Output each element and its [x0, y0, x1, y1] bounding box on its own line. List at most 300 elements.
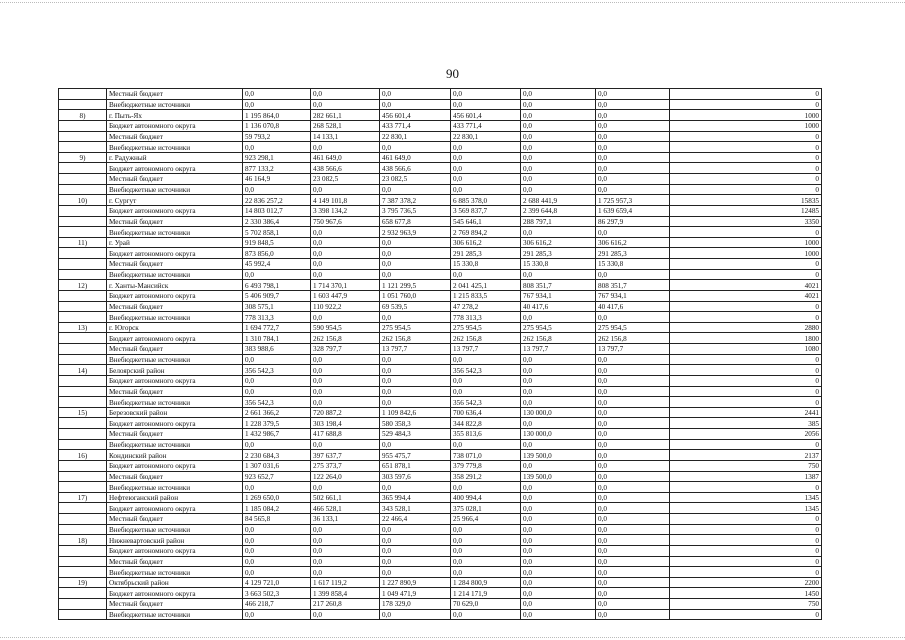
- indicator-cell: 0: [670, 535, 822, 546]
- table-row: [59, 142, 822, 153]
- indicator-cell: 0: [670, 514, 822, 525]
- value-cell: 1 195 864,0: [243, 110, 311, 121]
- value-cell: 0,0: [380, 142, 451, 153]
- row-label: Внебюджетные источники: [107, 184, 243, 195]
- indicator-cell: 2137: [670, 450, 822, 461]
- value-cell: 0,0: [596, 397, 670, 408]
- table-row: [59, 333, 822, 344]
- table-row: [59, 556, 822, 567]
- row-number: [59, 290, 107, 301]
- value-cell: 0,0: [521, 503, 596, 514]
- value-cell: 0,0: [521, 545, 596, 556]
- value-cell: 0,0: [311, 269, 380, 280]
- indicator-cell: 0: [670, 259, 822, 270]
- row-label: Внебюджетные источники: [107, 567, 243, 578]
- value-cell: 0,0: [380, 556, 451, 567]
- indicator-cell: 0: [670, 163, 822, 174]
- value-cell: 14 803 012,7: [243, 205, 311, 216]
- value-cell: 344 822,8: [451, 418, 521, 429]
- value-cell: 0,0: [521, 482, 596, 493]
- table-row: [59, 460, 822, 471]
- row-number: [59, 205, 107, 216]
- table-row: [59, 152, 822, 163]
- row-label: Местный бюджет: [107, 599, 243, 610]
- value-cell: 2 769 894,2: [451, 227, 521, 238]
- indicator-cell: 1000: [670, 248, 822, 259]
- row-number: 12): [59, 280, 107, 291]
- budget-table: [58, 88, 822, 620]
- table-row: [59, 482, 822, 493]
- row-label: Местный бюджет: [107, 301, 243, 312]
- value-cell: 40 417,6: [596, 301, 670, 312]
- indicator-cell: 4021: [670, 280, 822, 291]
- row-number: [59, 333, 107, 344]
- value-cell: 383 988,6: [243, 344, 311, 355]
- scan-edge-bottom: [0, 634, 905, 638]
- indicator-cell: 0: [670, 269, 822, 280]
- table-row: [59, 588, 822, 599]
- row-label: г. Урай: [107, 237, 243, 248]
- indicator-cell: 4021: [670, 290, 822, 301]
- row-label: Внебюджетные источники: [107, 482, 243, 493]
- value-cell: 461 649,0: [380, 152, 451, 163]
- indicator-cell: 1345: [670, 492, 822, 503]
- value-cell: 0,0: [596, 439, 670, 450]
- indicator-cell: 0: [670, 365, 822, 376]
- indicator-cell: 0: [670, 556, 822, 567]
- row-label: Бюджет автономного округа: [107, 375, 243, 386]
- row-number: [59, 460, 107, 471]
- value-cell: 0,0: [596, 556, 670, 567]
- table-row: [59, 365, 822, 376]
- value-cell: 778 313,3: [243, 312, 311, 323]
- value-cell: 545 646,1: [451, 216, 521, 227]
- indicator-cell: 0: [670, 482, 822, 493]
- row-label: Бюджет автономного округа: [107, 333, 243, 344]
- value-cell: 306 616,2: [596, 237, 670, 248]
- value-cell: 4 129 721,0: [243, 577, 311, 588]
- value-cell: 0,0: [521, 588, 596, 599]
- value-cell: 36 133,1: [311, 514, 380, 525]
- row-label: Бюджет автономного округа: [107, 545, 243, 556]
- row-label: Внебюджетные источники: [107, 227, 243, 238]
- value-cell: 0,0: [311, 545, 380, 556]
- row-number: 15): [59, 407, 107, 418]
- value-cell: 0,0: [596, 482, 670, 493]
- value-cell: 1 603 447,9: [311, 290, 380, 301]
- value-cell: 0,0: [596, 503, 670, 514]
- row-number: [59, 418, 107, 429]
- value-cell: 23 082,5: [311, 174, 380, 185]
- value-cell: 308 575,1: [243, 301, 311, 312]
- value-cell: 0,0: [596, 120, 670, 131]
- value-cell: 873 856,0: [243, 248, 311, 259]
- value-cell: 1 725 957,3: [596, 195, 670, 206]
- value-cell: 0,0: [380, 386, 451, 397]
- table-row: [59, 163, 822, 174]
- value-cell: 358 291,2: [451, 471, 521, 482]
- row-label: Бюджет автономного округа: [107, 290, 243, 301]
- value-cell: 122 264,0: [311, 471, 380, 482]
- value-cell: 1 310 784,1: [243, 333, 311, 344]
- indicator-cell: 1000: [670, 110, 822, 121]
- value-cell: 0,0: [380, 524, 451, 535]
- table-row: [59, 609, 822, 620]
- value-cell: 13 797,7: [521, 344, 596, 355]
- value-cell: 46 164,9: [243, 174, 311, 185]
- value-cell: 0,0: [596, 110, 670, 121]
- row-number: 16): [59, 450, 107, 461]
- value-cell: 303 597,6: [380, 471, 451, 482]
- value-cell: 0,0: [451, 184, 521, 195]
- indicator-cell: 0: [670, 152, 822, 163]
- value-cell: 1 284 800,9: [451, 577, 521, 588]
- value-cell: 22 836 257,2: [243, 195, 311, 206]
- row-label: Нефтеюганский район: [107, 492, 243, 503]
- value-cell: 0,0: [451, 152, 521, 163]
- value-cell: 0,0: [243, 535, 311, 546]
- value-cell: 1 269 650,0: [243, 492, 311, 503]
- table-row: [59, 503, 822, 514]
- value-cell: 0,0: [521, 227, 596, 238]
- value-cell: 0,0: [380, 99, 451, 110]
- row-number: [59, 301, 107, 312]
- row-label: Бюджет автономного округа: [107, 248, 243, 259]
- table-row: [59, 514, 822, 525]
- value-cell: 0,0: [521, 131, 596, 142]
- value-cell: 130 000,0: [521, 407, 596, 418]
- row-number: [59, 556, 107, 567]
- value-cell: 0,0: [521, 354, 596, 365]
- value-cell: 1 399 858,4: [311, 588, 380, 599]
- value-cell: 3 398 134,2: [311, 205, 380, 216]
- indicator-cell: 0: [670, 439, 822, 450]
- value-cell: 0,0: [311, 609, 380, 620]
- value-cell: 0,0: [451, 535, 521, 546]
- value-cell: 0,0: [451, 524, 521, 535]
- value-cell: 0,0: [596, 152, 670, 163]
- value-cell: 0,0: [521, 89, 596, 100]
- indicator-cell: 0: [670, 567, 822, 578]
- row-number: [59, 269, 107, 280]
- value-cell: 291 285,3: [521, 248, 596, 259]
- row-number: [59, 344, 107, 355]
- indicator-cell: 1000: [670, 237, 822, 248]
- value-cell: 738 071,0: [451, 450, 521, 461]
- indicator-cell: 0: [670, 142, 822, 153]
- row-number: [59, 567, 107, 578]
- value-cell: 0,0: [521, 439, 596, 450]
- value-cell: 15 330,8: [596, 259, 670, 270]
- value-cell: 0,0: [311, 482, 380, 493]
- row-number: 18): [59, 535, 107, 546]
- value-cell: 262 156,8: [596, 333, 670, 344]
- page-number: 90: [446, 66, 459, 81]
- value-cell: 5 406 909,7: [243, 290, 311, 301]
- value-cell: 919 848,5: [243, 237, 311, 248]
- table-row: [59, 492, 822, 503]
- table-row: [59, 354, 822, 365]
- value-cell: 433 771,4: [380, 120, 451, 131]
- row-label: Кондинский район: [107, 450, 243, 461]
- value-cell: 0,0: [380, 259, 451, 270]
- value-cell: 84 565,8: [243, 514, 311, 525]
- value-cell: 0,0: [380, 89, 451, 100]
- value-cell: 778 313,3: [451, 312, 521, 323]
- row-number: [59, 471, 107, 482]
- value-cell: 502 661,1: [311, 492, 380, 503]
- value-cell: 268 528,1: [311, 120, 380, 131]
- table-row: [59, 344, 822, 355]
- row-number: [59, 429, 107, 440]
- value-cell: 4 149 101,8: [311, 195, 380, 206]
- value-cell: 355 813,6: [451, 429, 521, 440]
- row-number: 17): [59, 492, 107, 503]
- indicator-cell: 3350: [670, 216, 822, 227]
- value-cell: 0,0: [451, 386, 521, 397]
- row-number: [59, 184, 107, 195]
- value-cell: 0,0: [596, 99, 670, 110]
- value-cell: 0,0: [521, 184, 596, 195]
- value-cell: 0,0: [521, 535, 596, 546]
- value-cell: 0,0: [521, 99, 596, 110]
- table-row: [59, 524, 822, 535]
- value-cell: 356 542,3: [451, 365, 521, 376]
- table-row: [59, 195, 822, 206]
- value-cell: 0,0: [521, 386, 596, 397]
- value-cell: 0,0: [311, 237, 380, 248]
- value-cell: 0,0: [596, 269, 670, 280]
- value-cell: 0,0: [380, 354, 451, 365]
- row-label: Местный бюджет: [107, 216, 243, 227]
- value-cell: 590 954,5: [311, 322, 380, 333]
- value-cell: 2 661 366,2: [243, 407, 311, 418]
- table-row: [59, 386, 822, 397]
- value-cell: 0,0: [380, 365, 451, 376]
- value-cell: 0,0: [596, 567, 670, 578]
- table-row: [59, 429, 822, 440]
- value-cell: 0,0: [596, 460, 670, 471]
- value-cell: 0,0: [451, 99, 521, 110]
- row-number: [59, 386, 107, 397]
- row-label: Внебюджетные источники: [107, 269, 243, 280]
- value-cell: 1 307 031,6: [243, 460, 311, 471]
- row-number: [59, 99, 107, 110]
- row-number: [59, 163, 107, 174]
- indicator-cell: 0: [670, 89, 822, 100]
- value-cell: 0,0: [311, 99, 380, 110]
- value-cell: 0,0: [596, 407, 670, 418]
- row-number: [59, 397, 107, 408]
- value-cell: 720 887,2: [311, 407, 380, 418]
- value-cell: 923 652,7: [243, 471, 311, 482]
- indicator-cell: 1800: [670, 333, 822, 344]
- row-label: Внебюджетные источники: [107, 312, 243, 323]
- table-row: [59, 248, 822, 259]
- value-cell: 40 417,6: [521, 301, 596, 312]
- row-label: Местный бюджет: [107, 131, 243, 142]
- value-cell: 0,0: [596, 524, 670, 535]
- row-number: [59, 514, 107, 525]
- value-cell: 0,0: [521, 418, 596, 429]
- value-cell: 0,0: [243, 99, 311, 110]
- value-cell: 0,0: [243, 142, 311, 153]
- value-cell: 0,0: [596, 418, 670, 429]
- value-cell: 0,0: [596, 609, 670, 620]
- row-number: [59, 174, 107, 185]
- value-cell: 433 771,4: [451, 120, 521, 131]
- value-cell: 461 649,0: [311, 152, 380, 163]
- indicator-cell: 12485: [670, 205, 822, 216]
- indicator-cell: 0: [670, 301, 822, 312]
- value-cell: 288 797,1: [521, 216, 596, 227]
- value-cell: 0,0: [451, 545, 521, 556]
- value-cell: 0,0: [311, 227, 380, 238]
- value-cell: 0,0: [521, 152, 596, 163]
- value-cell: 5 702 858,1: [243, 227, 311, 238]
- value-cell: 328 797,7: [311, 344, 380, 355]
- value-cell: 0,0: [521, 365, 596, 376]
- indicator-cell: 1345: [670, 503, 822, 514]
- value-cell: 0,0: [451, 174, 521, 185]
- indicator-cell: 1450: [670, 588, 822, 599]
- indicator-cell: 0: [670, 545, 822, 556]
- value-cell: 47 278,2: [451, 301, 521, 312]
- table-row: [59, 205, 822, 216]
- value-cell: 0,0: [451, 142, 521, 153]
- table-row: [59, 301, 822, 312]
- table-row: [59, 110, 822, 121]
- table-row: [59, 312, 822, 323]
- indicator-cell: 385: [670, 418, 822, 429]
- value-cell: 1 109 842,6: [380, 407, 451, 418]
- value-cell: 0,0: [451, 482, 521, 493]
- indicator-cell: 0: [670, 354, 822, 365]
- value-cell: 356 542,3: [243, 397, 311, 408]
- row-number: [59, 142, 107, 153]
- row-number: [59, 439, 107, 450]
- value-cell: 0,0: [596, 365, 670, 376]
- table-row: [59, 418, 822, 429]
- table-row: [59, 397, 822, 408]
- row-number: [59, 131, 107, 142]
- value-cell: 1 215 833,5: [451, 290, 521, 301]
- value-cell: 1 185 084,2: [243, 503, 311, 514]
- value-cell: 0,0: [311, 259, 380, 270]
- row-label: Бюджет автономного округа: [107, 503, 243, 514]
- value-cell: 0,0: [311, 354, 380, 365]
- value-cell: 0,0: [596, 227, 670, 238]
- value-cell: 59 793,2: [243, 131, 311, 142]
- row-label: Белоярский район: [107, 365, 243, 376]
- table-row: [59, 269, 822, 280]
- value-cell: 0,0: [521, 524, 596, 535]
- value-cell: 0,0: [311, 375, 380, 386]
- value-cell: 0,0: [380, 237, 451, 248]
- row-label: Местный бюджет: [107, 89, 243, 100]
- row-number: [59, 248, 107, 259]
- row-number: [59, 89, 107, 100]
- value-cell: 2 688 441,9: [521, 195, 596, 206]
- value-cell: 0,0: [596, 375, 670, 386]
- value-cell: 0,0: [596, 354, 670, 365]
- table-row: [59, 407, 822, 418]
- value-cell: 0,0: [243, 439, 311, 450]
- value-cell: 262 156,8: [380, 333, 451, 344]
- indicator-cell: 2441: [670, 407, 822, 418]
- row-label: Бюджет автономного округа: [107, 120, 243, 131]
- value-cell: 0,0: [451, 354, 521, 365]
- value-cell: 275 954,5: [596, 322, 670, 333]
- value-cell: 0,0: [596, 514, 670, 525]
- value-cell: 0,0: [596, 599, 670, 610]
- value-cell: 1 227 890,9: [380, 577, 451, 588]
- table-row: [59, 545, 822, 556]
- row-label: г. Радужный: [107, 152, 243, 163]
- value-cell: 69 539,5: [380, 301, 451, 312]
- value-cell: 0,0: [451, 375, 521, 386]
- value-cell: 0,0: [380, 248, 451, 259]
- value-cell: 0,0: [243, 354, 311, 365]
- table-row: [59, 259, 822, 270]
- row-label: Местный бюджет: [107, 174, 243, 185]
- value-cell: 130 000,0: [521, 429, 596, 440]
- table-row: [59, 439, 822, 450]
- value-cell: 0,0: [311, 556, 380, 567]
- row-number: [59, 503, 107, 514]
- value-cell: 22 830,1: [451, 131, 521, 142]
- value-cell: 3 569 837,7: [451, 205, 521, 216]
- value-cell: 0,0: [311, 386, 380, 397]
- value-cell: 1 136 070,8: [243, 120, 311, 131]
- value-cell: 0,0: [521, 556, 596, 567]
- indicator-cell: 750: [670, 599, 822, 610]
- row-number: 9): [59, 152, 107, 163]
- value-cell: 456 601,4: [451, 110, 521, 121]
- row-number: [59, 259, 107, 270]
- table-row: [59, 322, 822, 333]
- row-label: Нижневартовский район: [107, 535, 243, 546]
- value-cell: 397 637,7: [311, 450, 380, 461]
- value-cell: 466 528,1: [311, 503, 380, 514]
- value-cell: 275 954,5: [380, 322, 451, 333]
- row-number: [59, 524, 107, 535]
- table-row: [59, 120, 822, 131]
- value-cell: 0,0: [311, 312, 380, 323]
- indicator-cell: 2056: [670, 429, 822, 440]
- value-cell: 0,0: [311, 365, 380, 376]
- value-cell: 262 156,8: [311, 333, 380, 344]
- table-row: [59, 184, 822, 195]
- value-cell: 0,0: [596, 131, 670, 142]
- row-number: 8): [59, 110, 107, 121]
- value-cell: 580 358,3: [380, 418, 451, 429]
- row-label: Местный бюджет: [107, 556, 243, 567]
- value-cell: 0,0: [451, 269, 521, 280]
- row-number: [59, 312, 107, 323]
- value-cell: 262 156,8: [521, 333, 596, 344]
- value-cell: 0,0: [521, 174, 596, 185]
- table-row: [59, 89, 822, 100]
- indicator-cell: 1000: [670, 120, 822, 131]
- value-cell: 438 566,6: [380, 163, 451, 174]
- value-cell: 923 298,1: [243, 152, 311, 163]
- value-cell: 1 694 772,7: [243, 322, 311, 333]
- value-cell: 529 484,3: [380, 429, 451, 440]
- value-cell: 23 082,5: [380, 174, 451, 185]
- row-number: 11): [59, 237, 107, 248]
- value-cell: 1 714 370,1: [311, 280, 380, 291]
